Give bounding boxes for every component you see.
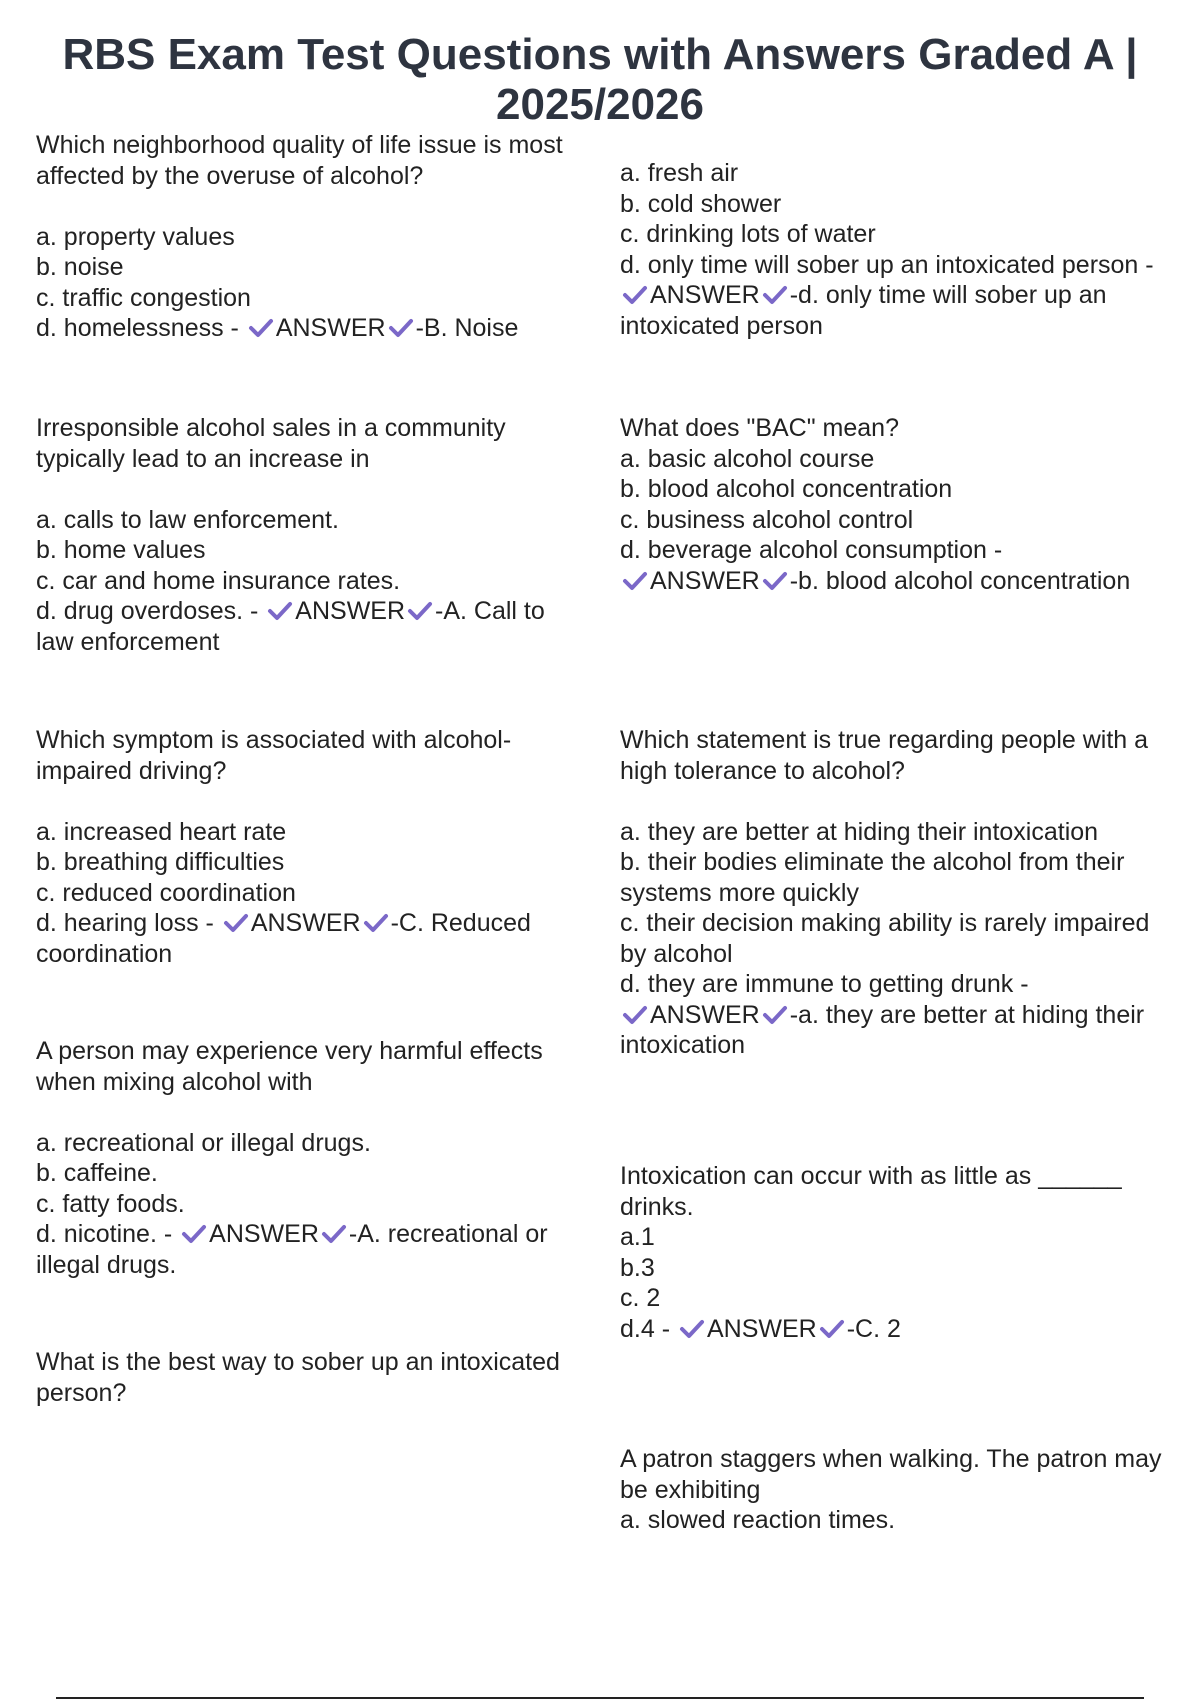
answer-continuation: law enforcement [36, 627, 220, 656]
answer-label: ANSWER [295, 597, 406, 625]
check-icon [321, 1224, 347, 1244]
option-d: d. only time will sober up an intoxicated person - [620, 250, 1154, 279]
question-text: be exhibiting [620, 1475, 761, 1504]
answer-block-1 [620, 158, 1188, 341]
answer-text: -b. blood alcohol concentration [789, 566, 1131, 595]
check-icon [622, 285, 648, 305]
option-a: a. recreational or illegal drugs. [36, 1128, 371, 1157]
answer-text: -d. only time will sober up an [789, 281, 1107, 309]
check-icon [248, 318, 274, 338]
answer-text: -C. 2 [846, 1314, 901, 1343]
option-b: b. noise [36, 253, 124, 281]
answer-label: ANSWER [706, 1314, 817, 1343]
question-block-8 [620, 1161, 1188, 1344]
option-b: b.3 [620, 1253, 655, 1282]
check-icon [407, 601, 433, 621]
answer-line [620, 566, 1188, 597]
check-icon [622, 571, 648, 591]
option-c: c. their decision making ability is rarely impaired [620, 909, 1150, 937]
answer-label: ANSWER [275, 314, 386, 342]
question-block-2 [36, 413, 596, 657]
question-block-3 [36, 725, 596, 969]
option-c: c. business alcohol control [620, 505, 914, 534]
check-icon [388, 318, 414, 338]
question-block-9 [620, 1444, 1188, 1536]
answer-label: ANSWER [650, 281, 760, 309]
option-d: d. they are immune to getting drunk - [620, 970, 1029, 998]
answer-label: ANSWER [650, 566, 760, 595]
question-block-4 [36, 1036, 596, 1280]
option-d: d. nicotine. - [36, 1220, 173, 1248]
answer-continuation: intoxication [620, 1031, 746, 1059]
answer-text: -C. Reduced [390, 909, 531, 937]
left-column [36, 130, 596, 1530]
page-title [20, 30, 1180, 130]
option-c: c. fatty foods. [36, 1189, 185, 1218]
question-text: person? [36, 1378, 127, 1407]
option-d: d. beverage alcohol consumption - [620, 536, 1003, 564]
option-a: a. fresh air [620, 159, 739, 187]
answer-text: -B. Noise [415, 314, 519, 342]
answer-text: -A. recreational or [348, 1220, 548, 1248]
option-c: c. traffic congestion [36, 283, 251, 312]
option-a: a. property values [36, 222, 235, 251]
answer-line [36, 908, 596, 939]
answer-continuation: coordination [36, 939, 173, 968]
check-icon [819, 1319, 845, 1339]
option-c: c. drinking lots of water [620, 220, 876, 248]
option-b: b. breathing difficulties [36, 848, 285, 876]
option-b: b. their bodies eliminate the alcohol from their [620, 848, 1125, 876]
answer-continuation: illegal drugs. [36, 1250, 177, 1279]
answer-line [620, 1000, 1188, 1031]
check-icon [762, 571, 788, 591]
option-b-cont: systems more quickly [620, 878, 859, 907]
question-text: Intoxication can occur with as little as ______ [620, 1162, 1122, 1190]
question-text: high tolerance to alcohol? [620, 756, 905, 785]
option-b: b. blood alcohol concentration [620, 475, 953, 503]
question-text: Which statement is true regarding people with a [620, 726, 1149, 754]
check-icon [223, 913, 249, 933]
check-icon [679, 1319, 705, 1339]
option-a: a. calls to law enforcement. [36, 505, 339, 534]
answer-label: ANSWER [209, 1220, 319, 1248]
check-icon [762, 1005, 788, 1025]
footer-divider [56, 1697, 1144, 1699]
question-text: What is the best way to sober up an intoxicated [36, 1348, 560, 1376]
question-block-1 [36, 130, 596, 344]
check-icon [181, 1224, 207, 1244]
question-text: What does "BAC" mean? [620, 414, 899, 442]
check-icon [363, 913, 389, 933]
option-a: a. they are better at hiding their intoxication [620, 817, 1099, 846]
option-b: b. cold shower [620, 189, 782, 218]
question-block-6 [620, 413, 1188, 596]
option-d: d. homelessness - [36, 314, 239, 342]
answer-text: -A. Call to [435, 597, 545, 625]
option-d: d. drug overdoses. - [36, 597, 259, 625]
option-d: d.4 - [620, 1314, 671, 1343]
option-c-cont: by alcohol [620, 939, 733, 968]
answer-line [36, 1219, 596, 1250]
option-a: a.1 [620, 1223, 655, 1251]
question-block-7 [620, 725, 1188, 1061]
question-text: A person may experience very harmful effects [36, 1037, 543, 1065]
question-text: drinks. [620, 1192, 694, 1221]
check-icon [762, 285, 788, 305]
answer-text: -a. they are better at hiding their [789, 1000, 1145, 1029]
option-a: a. increased heart rate [36, 817, 287, 846]
option-b: b. caffeine. [36, 1159, 158, 1187]
option-d: d. hearing loss - [36, 909, 214, 937]
right-column [620, 158, 1188, 1558]
question-text: typically lead to an increase in [36, 444, 370, 473]
answer-continuation: intoxicated person [620, 311, 823, 340]
option-a: a. slowed reaction times. [620, 1506, 896, 1534]
option-c: c. 2 [620, 1284, 661, 1312]
check-icon [267, 601, 293, 621]
answer-line [36, 596, 596, 627]
answer-label: ANSWER [650, 1000, 760, 1029]
option-c: c. car and home insurance rates. [36, 566, 401, 595]
question-text: Irresponsible alcohol sales in a community [36, 414, 506, 442]
answer-line [36, 313, 596, 344]
question-text: Which symptom is associated with alcohol- [36, 726, 512, 754]
question-text: A patron staggers when walking. The patron may [620, 1445, 1162, 1473]
option-c: c. reduced coordination [36, 878, 296, 907]
question-text: affected by the overuse of alcohol? [36, 161, 424, 190]
check-icon [622, 1005, 648, 1025]
question-text: Which neighborhood quality of life issue is most [36, 131, 563, 159]
title-line-2: 2025/2026 [496, 80, 704, 129]
option-b: b. home values [36, 536, 206, 564]
answer-label: ANSWER [250, 909, 361, 937]
answer-line [620, 1314, 1188, 1345]
question-text: impaired driving? [36, 756, 227, 785]
answer-line [620, 280, 1188, 311]
question-block-5 [36, 1347, 596, 1408]
question-text: when mixing alcohol with [36, 1067, 313, 1096]
title-line-1: RBS Exam Test Questions with Answers Graded A | [62, 30, 1138, 79]
option-a: a. basic alcohol course [620, 444, 875, 473]
